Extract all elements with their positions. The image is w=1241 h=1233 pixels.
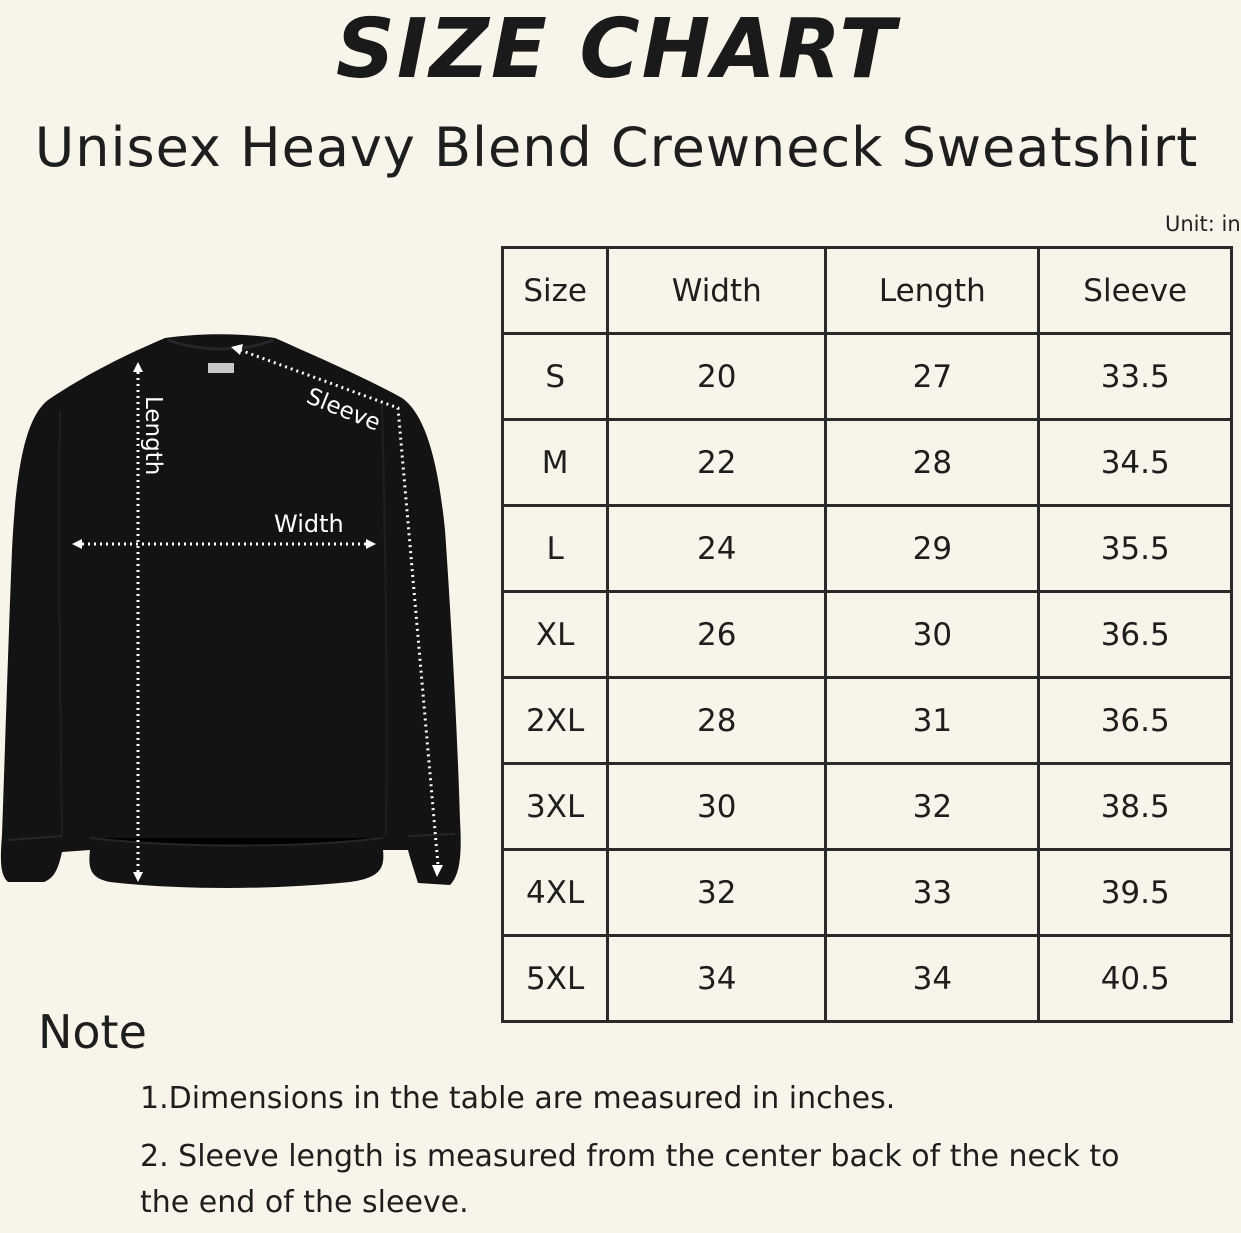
cell-length: 27 [826,334,1039,420]
cell-width: 32 [608,850,826,936]
cell-length: 28 [826,420,1039,506]
cell-sleeve: 34.5 [1039,420,1232,506]
table-row [503,936,1232,1022]
page-title: SIZE CHART [335,2,898,97]
cell-length: 31 [826,678,1039,764]
cell-size: 2XL [503,678,608,764]
cell-size: L [503,506,608,592]
cell-size: XL [503,592,608,678]
header-width: Width [608,248,826,334]
width-label: Width [274,510,344,538]
note-heading: Note [38,1005,147,1059]
cell-width: 24 [608,506,826,592]
table-row [503,678,1232,764]
sleeve-label: Sleeve [302,383,384,437]
brand-tag-icon [208,363,234,373]
product-subtitle: Unisex Heavy Blend Crewneck Sweatshirt [34,116,1199,179]
note-item: 1.Dimensions in the table are measured in inches. [140,1081,896,1116]
cell-length: 33 [826,850,1039,936]
cell-sleeve: 38.5 [1039,764,1232,850]
table-row [503,764,1232,850]
table-row [503,592,1232,678]
unit-label: Unit: in [1165,212,1241,236]
sweatshirt-icon [1,334,461,888]
cell-size: 4XL [503,850,608,936]
cell-sleeve: 35.5 [1039,506,1232,592]
cell-size: S [503,334,608,420]
header-sleeve: Sleeve [1039,248,1232,334]
sweatshirt-diagram [0,330,470,890]
table-row [503,420,1232,506]
cell-length: 30 [826,592,1039,678]
cell-size: 5XL [503,936,608,1022]
size-table [501,246,1233,1023]
length-label: Length [140,396,166,476]
table-row [503,334,1232,420]
cell-width: 30 [608,764,826,850]
table-row [503,850,1232,936]
cell-width: 26 [608,592,826,678]
cell-size: M [503,420,608,506]
cell-width: 34 [608,936,826,1022]
cell-width: 28 [608,678,826,764]
cell-sleeve: 33.5 [1039,334,1232,420]
cell-width: 22 [608,420,826,506]
cell-length: 32 [826,764,1039,850]
cell-size: 3XL [503,764,608,850]
cell-sleeve: 36.5 [1039,592,1232,678]
header-size: Size [503,248,608,334]
cell-sleeve: 40.5 [1039,936,1232,1022]
cell-sleeve: 39.5 [1039,850,1232,936]
cell-sleeve: 36.5 [1039,678,1232,764]
table-header-row [503,248,1232,334]
cell-length: 34 [826,936,1039,1022]
header-length: Length [826,248,1039,334]
table-row [503,506,1232,592]
cell-length: 29 [826,506,1039,592]
note-item: 2. Sleeve length is measured from the center back of the neck to the end of the sleeve. [140,1139,1120,1220]
cell-width: 20 [608,334,826,420]
